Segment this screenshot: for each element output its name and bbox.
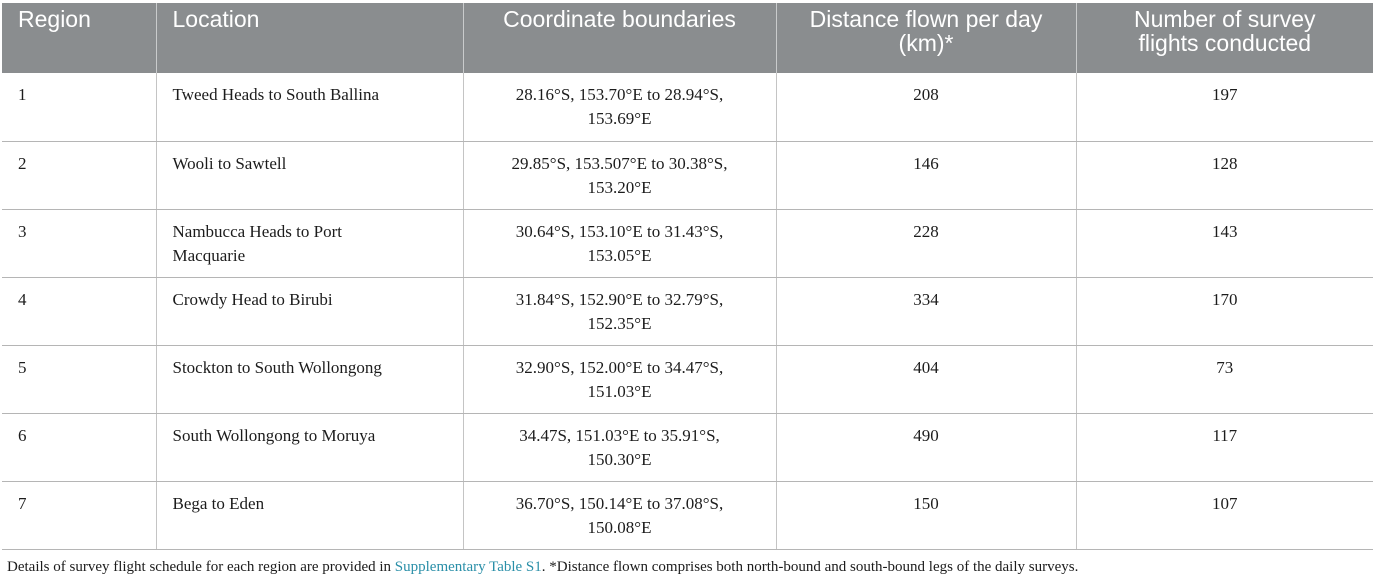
header-flights [1076,3,1373,73]
cell-region: 1 [2,73,156,141]
cell-flights: 197 [1076,73,1373,141]
header-flights-line1: Number of survey [1133,6,1316,32]
cell-coord-line2: 150.08°E [587,517,652,537]
table-row [2,141,1373,209]
table-body [2,73,1373,549]
cell-location-line1: Stockton to South Wollongong [172,357,382,377]
cell-flights: 73 [1076,345,1373,413]
cell-coord-line1: 28.16°S, 153.70°E to 28.94°S, [515,85,724,104]
cell-location [156,345,463,413]
cell-region: 6 [2,413,156,481]
cell-coord-line2: 153.20°E [587,177,652,197]
cell-coordinates [463,209,776,277]
cell-location [156,141,463,209]
cell-coordinates [463,141,776,209]
cell-coord-line2: 153.69°E [587,109,652,128]
cell-coordinates [463,481,776,549]
cell-location-line1: Crowdy Head to Birubi [172,289,333,309]
cell-coord-line1: 36.70°S, 150.14°E to 37.08°S, [515,493,724,513]
survey-regions-table [2,3,1373,550]
cell-location-line1: South Wollongong to Moruya [172,425,376,445]
cell-coord-line1: 29.85°S, 153.507°E to 30.38°S, [511,153,728,173]
cell-location-line1: Bega to Eden [172,493,265,513]
cell-coord-line2: 150.30°E [587,449,652,469]
cell-location [156,413,463,481]
cell-region: 7 [2,481,156,549]
header-row [2,3,1373,73]
cell-coord-line2: 152.35°E [587,313,652,333]
table-header [2,3,1373,73]
cell-coord-line2: 151.03°E [587,381,652,401]
cell-coord-line1: 34.47S, 151.03°E to 35.91°S, [519,425,720,445]
cell-location [156,73,463,141]
header-distance-line1: Distance flown per day [809,6,1043,32]
cell-location-line1: Tweed Heads to South Ballina [172,85,380,104]
cell-region: 2 [2,141,156,209]
cell-flights: 143 [1076,209,1373,277]
cell-distance: 490 [776,413,1076,481]
supplementary-table-link[interactable]: Supplementary Table S1 [394,559,542,575]
cell-distance: 334 [776,277,1076,345]
cell-region: 4 [2,277,156,345]
cell-location [156,481,463,549]
cell-distance: 208 [776,73,1076,141]
cell-coordinates [463,277,776,345]
cell-location-line2: Macquarie [172,245,246,265]
table-row [2,73,1373,141]
table-row [2,481,1373,549]
cell-distance: 404 [776,345,1076,413]
cell-flights: 107 [1076,481,1373,549]
footnote-text-after: . *Distance flown comprises both north-bound and south-bound legs of the daily surveys. [541,559,1079,575]
footnote-text-before: Details of survey flight schedule for each region are provided in [7,559,395,575]
cell-coord-line1: 30.64°S, 153.10°E to 31.43°S, [515,221,724,241]
cell-coordinates [463,73,776,141]
cell-coordinates [463,345,776,413]
cell-flights: 117 [1076,413,1373,481]
table-row [2,413,1373,481]
cell-distance: 228 [776,209,1076,277]
header-location: Location [156,3,463,73]
header-flights-line2: flights conducted [1138,30,1312,56]
cell-coordinates [463,413,776,481]
cell-coord-line1: 31.84°S, 152.90°E to 32.79°S, [515,289,724,309]
cell-flights: 170 [1076,277,1373,345]
cell-location-line1: Nambucca Heads to Port [172,221,342,241]
table-row [2,209,1373,277]
cell-coord-line2: 153.05°E [587,245,652,265]
header-coordinates: Coordinate boundaries [463,3,776,73]
cell-region: 5 [2,345,156,413]
cell-distance: 150 [776,481,1076,549]
header-distance [776,3,1076,73]
cell-location [156,277,463,345]
cell-distance: 146 [776,141,1076,209]
table-row [2,345,1373,413]
cell-location [156,209,463,277]
table-row [2,277,1373,345]
cell-location-line1: Wooli to Sawtell [172,153,287,173]
cell-flights: 128 [1076,141,1373,209]
header-distance-line2: (km)* [898,30,954,56]
cell-region: 3 [2,209,156,277]
table-footnote [7,557,1373,577]
header-region: Region [2,3,156,73]
cell-coord-line1: 32.90°S, 152.00°E to 34.47°S, [515,357,724,377]
